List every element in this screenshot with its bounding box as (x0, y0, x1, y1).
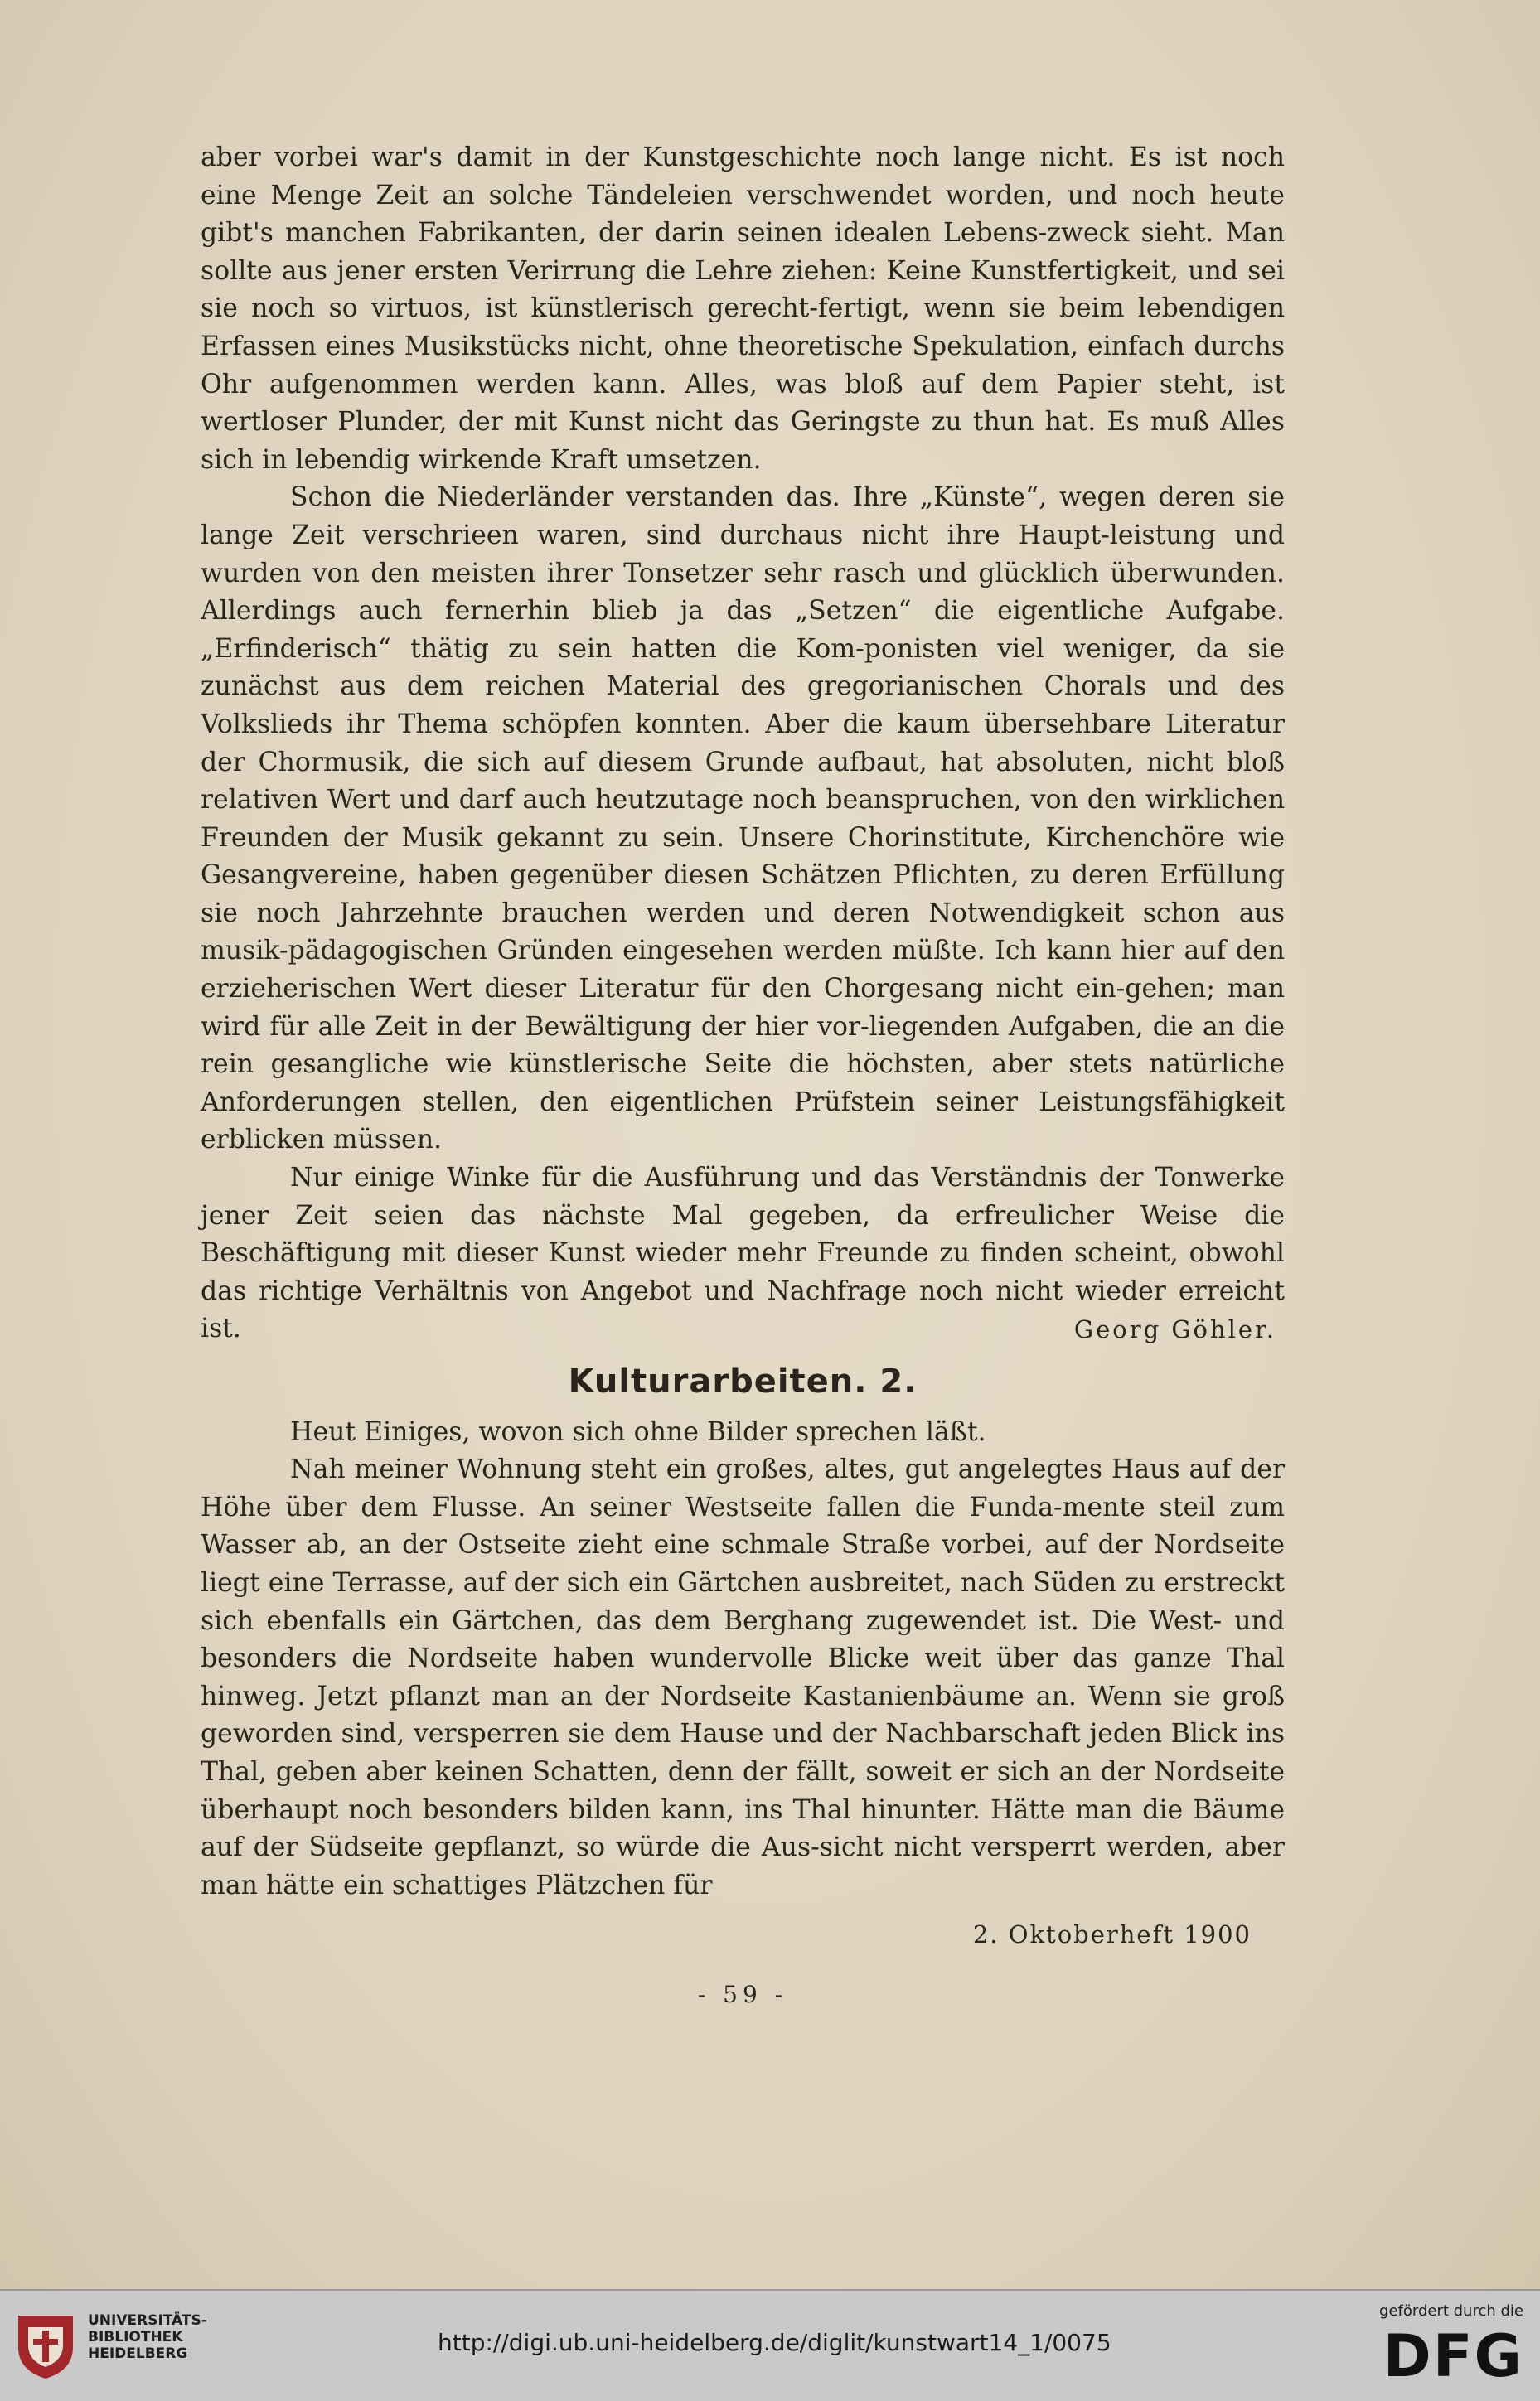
essay-continuation (201, 139, 1285, 1348)
paragraph: Heut Einiges, wovon sich ohne Bilder sprechen läßt. (290, 1416, 986, 1447)
article-body (201, 139, 1285, 2014)
university-name-line: BIBLIOTHEK (88, 2329, 183, 2345)
paragraph: Schon die Niederländer verstanden das. Ihre „Künste“, wegen deren sie lange Zeit verschrieen waren, sind durchaus nicht ihre Haupt-leistung und wurden von den meisten ihrer Tonsetzer sehr rasch und glücklich überwunden. Allerdings auch fernerhin blieb ja das „Setzen“ die eigentliche Aufgabe. „Erfinderisch“ thätig zu sein hatten die Kom-ponisten viel weniger, da sie zunächst aus dem reichen Material des gregorianischen Chorals und des Volkslieds ihr Thema schöpfen konnten. Aber die kaum übersehbare Literatur der Chormusik, die sich auf diesem Grunde aufbaut, hat absoluten, nicht bloß relativen Wert und darf auch heutzutage noch beanspruchen, von den wirklichen Freunden der Musik gekannt zu sein. Unsere Chorinstitute, Kirchenchöre wie Gesangvereine, haben gegenüber diesen Schätzen Pflichten, zu deren Erfüllung sie noch Jahrzehnte brauchen werden und deren Notwendigkeit schon aus musik-pädagogischen Gründen eingesehen werden müßte. Ich kann hier auf den erzieherischen Wert dieser Literatur für den Chorgesang nicht ein-gehen; man wird für alle Zeit in der Bewältigung der hier vor-liegenden Aufgaben, die an die rein gesangliche wie künstlerische Seite die höchsten, aber stets natürliche Anforderungen stellen, den eigentlichen Prüfstein seiner Leistungsfähigkeit erblicken müssen. (201, 482, 1285, 1155)
kulturarbeiten-article (201, 1414, 1285, 1905)
paragraph: Nah meiner Wohnung steht ein großes, altes, gut angelegtes Haus auf der Höhe über dem Flusse. An seiner Westseite fallen die Funda-mente steil zum Wasser ab, an der Ostseite zieht eine schmale Straße vorbei, auf der Nordseite liegt eine Terrasse, auf der sich ein Gärtchen ausbreitet, nach Süden zu erstreckt sich ebenfalls ein Gärtchen, das dem Berghang zugewendet ist. Die West- und besonders die Nordseite haben wundervolle Blicke weit über das ganze Thal hinweg. Jetzt pflanzt man an der Nordseite Kastanienbäume an. Wenn sie groß geworden sind, versperren sie dem Hause und der Nachbarschaft jeden Blick ins Thal, geben aber keinen Schatten, denn der fällt, soweit er sich an der Nordseite überhaupt noch besonders bilden kann, ins Thal hinunter. Hätte man die Bäume auf der Südseite gepflanzt, so würde die Aus-sicht nicht versperrt werden, aber man hätte ein schattiges Plätzchen für (201, 1455, 1285, 1900)
digitization-footer (0, 2289, 1540, 2401)
dfg-logo: DFG (1383, 2322, 1523, 2390)
funding-caption: gefördert durch die (1379, 2302, 1523, 2320)
author-signature: Georg Göhler. (1073, 1315, 1276, 1343)
paragraph: Nur einige Winke für die Ausführung und das Verständnis der Tonwerke jener Zeit seien das nächste Mal gegeben, da erfreulicher Weise die Beschäftigung mit dieser Kunst wieder mehr Freunde zu finden scheint, obwohl das richtige Verhältnis von Angebot und Nachfrage noch nicht wieder erreicht ist. (201, 1163, 1285, 1344)
paragraph: aber vorbei war's damit in der Kunstgeschichte noch lange nicht. Es ist noch eine Menge Zeit an solche Tändeleien verschwendet worden, und noch heute gibt's manchen Fabrikanten, der darin seinen idealen Lebens-zweck sieht. Man sollte aus jener ersten Verirrung die Lehre ziehen: Keine Kunstfertigkeit, und sei sie noch so virtuos, ist künstlerisch gerecht-fertigt, wenn sie beim lebendigen Erfassen eines Musikstücks nicht, ohne theoretische Spekulation, einfach durchs Ohr aufgenommen werden kann. Alles, was bloß auf dem Papier steht, ist wertloser Plunder, der mit Kunst nicht das Geringste zu thun hat. Es muß Alles sich in lebendig wirkende Kraft umsetzen. (201, 143, 1285, 475)
issue-line: 2. Oktoberheft 1900 (972, 1920, 1252, 1949)
university-seal-icon (12, 2307, 80, 2380)
university-name (88, 2312, 207, 2362)
page-number: - 59 - (697, 1980, 788, 2008)
university-name-line: UNIVERSITÄTS- (88, 2312, 207, 2329)
section-title: Kulturarbeiten. 2. (568, 1362, 918, 1401)
university-name-line: HEIDELBERG (88, 2345, 188, 2362)
permalink-url[interactable]: http://digi.ub.uni-heidelberg.de/diglit/kunstwart14_1/0075 (438, 2329, 1111, 2356)
